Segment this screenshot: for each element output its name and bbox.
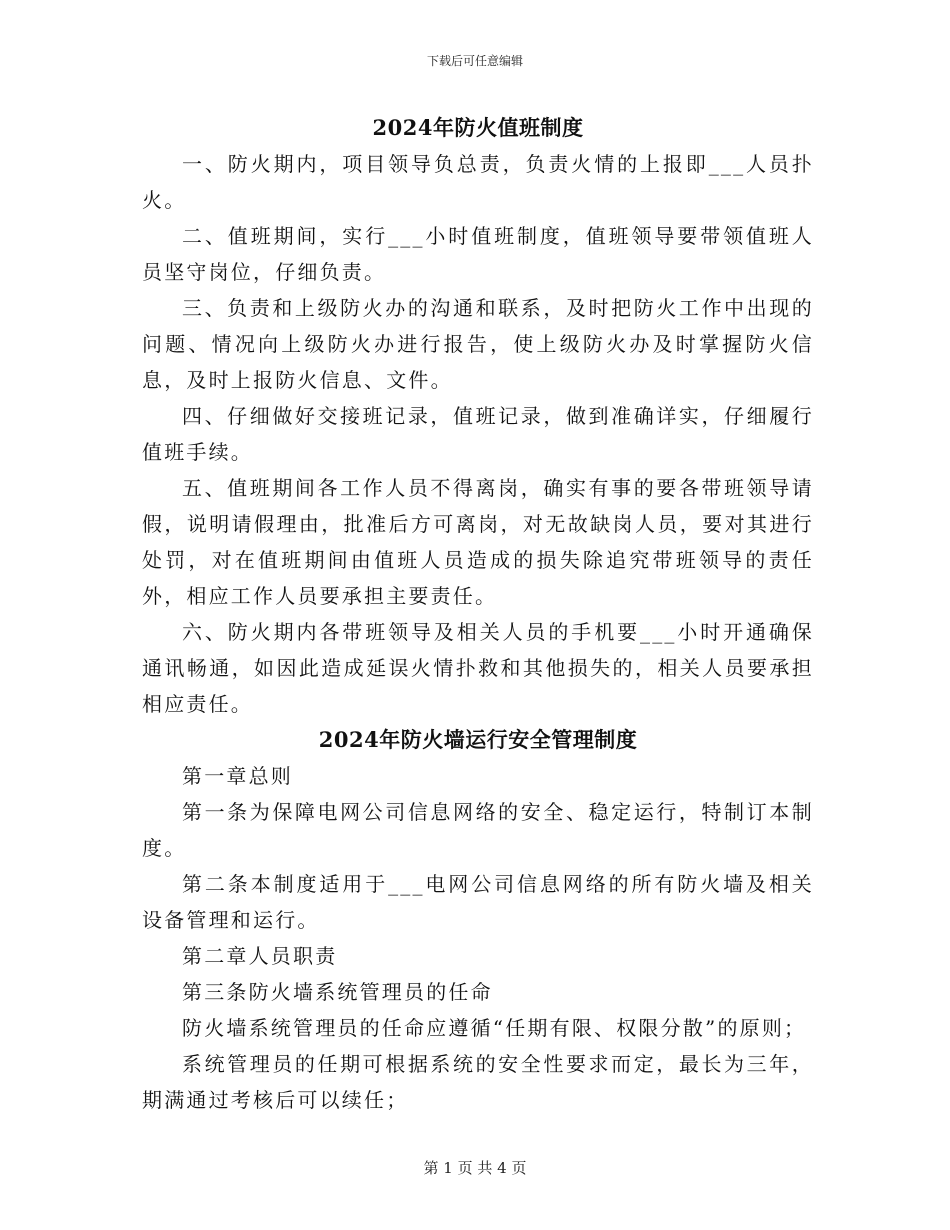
doc2-paragraph: 第三条防火墙系统管理员的任命	[182, 980, 493, 1004]
doc1-paragraph: 二、值班期间，实行___小时值班制度，值班领导要带领值班人员坚守岗位，仔细负责。	[142, 224, 814, 284]
doc2-title: 2024年防火墙运行安全管理制度	[318, 727, 638, 752]
doc1-paragraph: 一、防火期内，项目领导负总责，负责火情的上报即___人员扑火。	[142, 152, 814, 212]
doc1-paragraph: 五、值班期间各工作人员不得离岗，确实有事的要各带班领导请假，说明请假理由，批准后方可离岗，对无故缺岗人员，要对其进行处罚，对在值班期间由值班人员造成的损失除追究带班领导的责任外，相应工作人员要承担主要责任。	[142, 476, 814, 608]
doc2-paragraph: 第一条为保障电网公司信息网络的安全、稳定运行，特制订本制度。	[142, 800, 814, 860]
doc2-paragraph: 第一章总则	[182, 764, 293, 788]
doc2-paragraph: 第二条本制度适用于___电网公司信息网络的所有防火墙及相关设备管理和运行。	[142, 872, 814, 932]
page-number: 第 1 页 共 4 页	[423, 1159, 527, 1177]
document-body	[142, 110, 814, 1118]
doc1-paragraph: 三、负责和上级防火办的沟通和联系，及时把防火工作中出现的问题、情况向上级防火办进行报告，使上级防火办及时掌握防火信息，及时上报防火信息、文件。	[142, 296, 814, 392]
doc1-paragraph: 六、防火期内各带班领导及相关人员的手机要___小时开通确保通讯畅通，如因此造成延误火情扑救和其他损失的，相关人员要承担相应责任。	[142, 620, 814, 716]
doc2-paragraph: 防火墙系统管理员的任命应遵循“任期有限、权限分散”的原则；	[182, 1016, 807, 1040]
doc1-title: 2024年防火值班制度	[372, 115, 584, 140]
doc2-paragraph: 系统管理员的任期可根据系统的安全性要求而定，最长为三年，期满通过考核后可以续任；	[142, 1052, 814, 1112]
doc1-paragraph: 四、仔细做好交接班记录，值班记录，做到准确详实，仔细履行值班手续。	[142, 404, 814, 464]
doc2-paragraph: 第二章人员职责	[182, 944, 338, 968]
header-note: 下载后可任意编辑	[426, 54, 523, 68]
